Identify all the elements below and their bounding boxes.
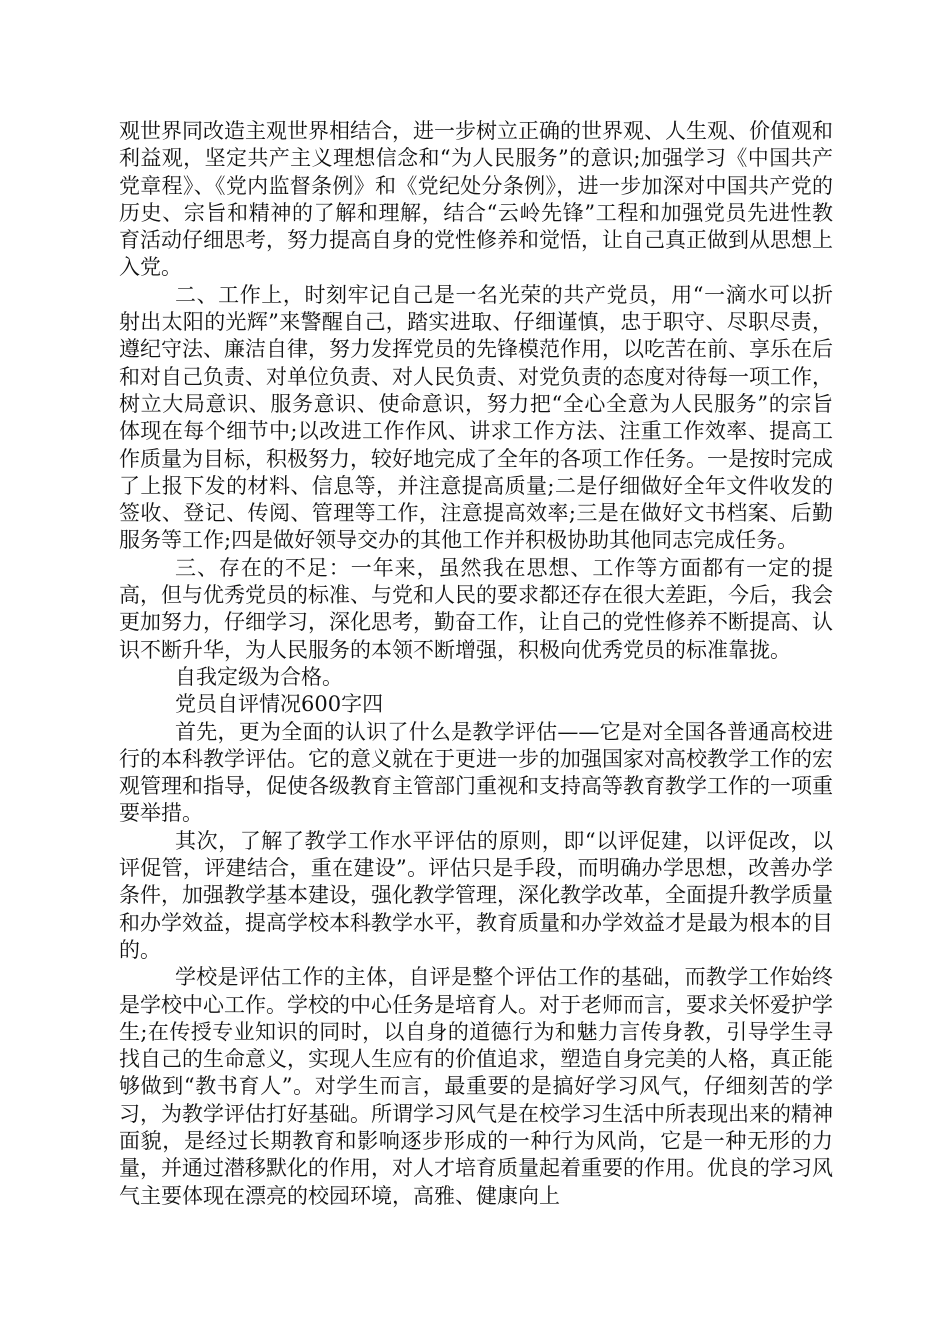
paragraph-worldview-continuation: 观世界同改造主观世界相结合，进一步树立正确的世界观、人生观、价值观和利益观，坚定共产主义理想信念和“为人民服务”的意识;加强学习《中国共产党章程》、《党内监督条例》和《党纪处分条例》，进一步加深对中国共产党的历史、宗旨和精神的了解和理解，结合“云岭先锋”工程和加强党员先进性教育活动仔细思考，努力提高自身的党性修养和觉悟，让自己真正做到从思想上入党。: [119, 119, 833, 280]
paragraph-shortcomings: 三、存在的不足：一年来，虽然我在思想、工作等方面都有一定的提高，但与优秀党员的标准、与党和人民的要求都还存在很大差距，今后，我会更加努力，仔细学习，深化思考，勤奋工作，让自己的党性修养不断提高、认识不断升华，为人民服务的本领不断增强，积极向优秀党员的标准靠拢。: [119, 555, 833, 662]
paragraph-self-rating: 自我定级为合格。: [175, 664, 343, 689]
paragraph-second: 其次，了解了教学工作水平评估的原则，即“以评促建，以评促改，以评促管，评建结合，重在建设”。评估只是手段，而明确办学思想，改善办学条件，加强教学基本建设，强化教学管理，深化教学改革，全面提升教学质量和办学效益，提高学校本科教学水平，教育质量和办学效益才是最为根本的目的。: [119, 828, 833, 962]
document-body: [119, 118, 833, 1210]
section-heading: 党员自评情况600字四: [175, 692, 384, 717]
paragraph-first: 首先，更为全面的认识了什么是教学评估——它是对全国各普通高校进行的本科教学评估。它的意义就在于更进一步的加强国家对高校教学工作的宏观管理和指导，促使各级教育主管部门重视和支持高等教育教学工作的一项重要举措。: [119, 719, 833, 826]
paragraph-work: 二、工作上，时刻牢记自己是一名光荣的共产党员，用“一滴水可以折射出太阳的光辉”来警醒自己，踏实进取、仔细谨慎，忠于职守、尽职尽责，遵纪守法、廉洁自律，努力发挥党员的先锋模范作用，以吃苦在前、享乐在后和对自己负责、对单位负责、对人民负责、对党负责的态度对待每一项工作，树立大局意识、服务意识、使命意识，努力把“全心全意为人民服务”的宗旨体现在每个细节中;以改进工作作风、讲求工作方法、注重工作效率、提高工作质量为目标，积极努力，较好地完成了全年的各项工作任务。一是按时完成了上报下发的材料、信息等，并注意提高质量;二是仔细做好全年文件收发的签收、登记、传阅、管理等工作，注意提高效率;三是在做好文书档案、后勤服务等工作;四是做好领导交办的其他工作并积极协助其他同志完成任务。: [119, 282, 833, 553]
paragraph-school: 学校是评估工作的主体，自评是整个评估工作的基础，而教学工作始终是学校中心工作。学校的中心任务是培育人。对于老师而言，要求关怀爱护学生;在传授专业知识的同时，以自身的道德行为和魅力言传身教，引导学生寻找自己的生命意义，实现人生应有的价值追求，塑造自身完美的人格，真正能够做到“教书育人”。对学生而言，最重要的是搞好学习风气，仔细刻苦的学习，为教学评估打好基础。所谓学习风气是在校学习生活中所表现出来的精神面貌，是经过长期教育和影响逐步形成的一种行为风尚，它是一种无形的力量，并通过潜移默化的作用，对人才培育质量起着重要的作用。优良的学习风气主要体现在漂亮的校园环境，高雅、健康向上: [119, 965, 833, 1208]
